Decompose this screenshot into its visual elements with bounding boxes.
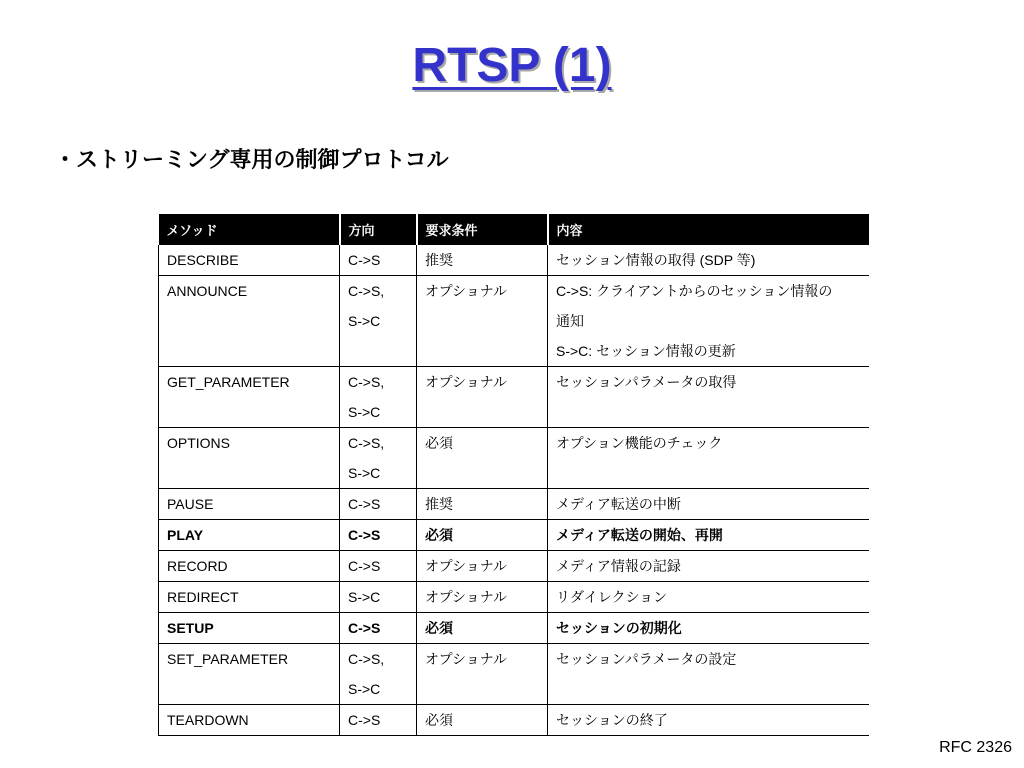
cell-method: OPTIONS — [159, 428, 340, 489]
content-line: S->C: セッション情報の更新 — [556, 343, 736, 359]
cell-direction — [340, 613, 417, 644]
direction-line: S->C — [348, 681, 381, 697]
table-row — [159, 582, 869, 613]
cell-content — [548, 582, 869, 613]
direction-line: C->S — [348, 527, 381, 543]
cell-requirement: オプショナル — [417, 644, 548, 705]
cell-content — [548, 276, 869, 367]
content-line: セッションの終了 — [556, 712, 668, 728]
direction-line: S->C — [348, 465, 381, 481]
bullet-text: ストリーミング専用の制御プロトコル — [76, 148, 449, 173]
table-row — [159, 613, 869, 644]
cell-direction — [340, 582, 417, 613]
bullet-marker: ・ — [54, 148, 77, 173]
cell-content — [548, 705, 869, 736]
table-row — [159, 428, 869, 489]
cell-requirement: 必須 — [417, 428, 548, 489]
header-content: 内容 — [548, 214, 869, 245]
cell-method: DESCRIBE — [159, 245, 340, 276]
cell-content — [548, 367, 869, 428]
cell-content — [548, 644, 869, 705]
cell-requirement: 推奨 — [417, 245, 548, 276]
direction-line: C->S, — [348, 283, 385, 299]
cell-requirement: 推奨 — [417, 489, 548, 520]
cell-method: REDIRECT — [159, 582, 340, 613]
header-method: メソッド — [159, 214, 340, 245]
cell-content — [548, 551, 869, 582]
cell-requirement: オプショナル — [417, 367, 548, 428]
cell-content — [548, 428, 869, 489]
cell-direction — [340, 276, 417, 367]
content-line: セッションパラメータの設定 — [556, 651, 737, 667]
content-line: メディア情報の記録 — [556, 558, 681, 574]
cell-method: PLAY — [159, 520, 340, 551]
direction-line: S->C — [348, 313, 381, 329]
cell-method: ANNOUNCE — [159, 276, 340, 367]
slide-title: RTSP (1) — [412, 39, 612, 92]
direction-line: C->S — [348, 620, 381, 636]
content-line: メディア転送の中断 — [556, 496, 681, 512]
cell-direction — [340, 520, 417, 551]
direction-line: C->S, — [348, 374, 385, 390]
direction-line: C->S — [348, 496, 381, 512]
table-row — [159, 520, 869, 551]
cell-direction — [340, 245, 417, 276]
cell-requirement: オプショナル — [417, 551, 548, 582]
content-line: リダイレクション — [556, 589, 668, 605]
table-header-row — [159, 214, 869, 245]
direction-line: C->S — [348, 558, 381, 574]
direction-line: S->C — [348, 589, 381, 605]
direction-line: S->C — [348, 404, 381, 420]
cell-method: RECORD — [159, 551, 340, 582]
table-row — [159, 705, 869, 736]
cell-content — [548, 245, 869, 276]
cell-direction — [340, 705, 417, 736]
direction-line: C->S, — [348, 651, 385, 667]
cell-requirement: オプショナル — [417, 276, 548, 367]
cell-direction — [340, 489, 417, 520]
direction-line: C->S — [348, 712, 381, 728]
cell-requirement: オプショナル — [417, 582, 548, 613]
cell-requirement: 必須 — [417, 613, 548, 644]
table-body — [159, 245, 869, 736]
table-row — [159, 489, 869, 520]
direction-line: C->S, — [348, 435, 385, 451]
cell-requirement: 必須 — [417, 520, 548, 551]
cell-method: TEARDOWN — [159, 705, 340, 736]
content-line: メディア転送の開始、再開 — [556, 527, 723, 543]
table-row — [159, 644, 869, 705]
cell-content — [548, 520, 869, 551]
cell-direction — [340, 644, 417, 705]
cell-method: SETUP — [159, 613, 340, 644]
cell-direction — [340, 367, 417, 428]
header-direction: 方向 — [340, 214, 417, 245]
cell-method: GET_PARAMETER — [159, 367, 340, 428]
content-line: 通知 — [556, 313, 584, 329]
cell-direction — [340, 428, 417, 489]
rtsp-methods-table — [158, 214, 869, 736]
content-line: セッションの初期化 — [556, 620, 682, 636]
table-row — [159, 551, 869, 582]
content-line: オプション機能のチェック — [556, 435, 723, 451]
cell-direction — [340, 551, 417, 582]
cell-method: PAUSE — [159, 489, 340, 520]
header-requirement: 要求条件 — [417, 214, 548, 245]
content-line: C->S: クライアントからのセッション情報の — [556, 283, 833, 299]
table-row — [159, 245, 869, 276]
rfc-reference: RFC 2326 — [939, 739, 1012, 756]
cell-method: SET_PARAMETER — [159, 644, 340, 705]
content-line: セッション情報の取得 (SDP 等) — [556, 252, 756, 268]
table-row — [159, 276, 869, 367]
direction-line: C->S — [348, 252, 381, 268]
bullet-item — [54, 146, 449, 176]
cell-requirement: 必須 — [417, 705, 548, 736]
cell-content — [548, 613, 869, 644]
content-line: セッションパラメータの取得 — [556, 374, 737, 390]
cell-content — [548, 489, 869, 520]
table-row — [159, 367, 869, 428]
